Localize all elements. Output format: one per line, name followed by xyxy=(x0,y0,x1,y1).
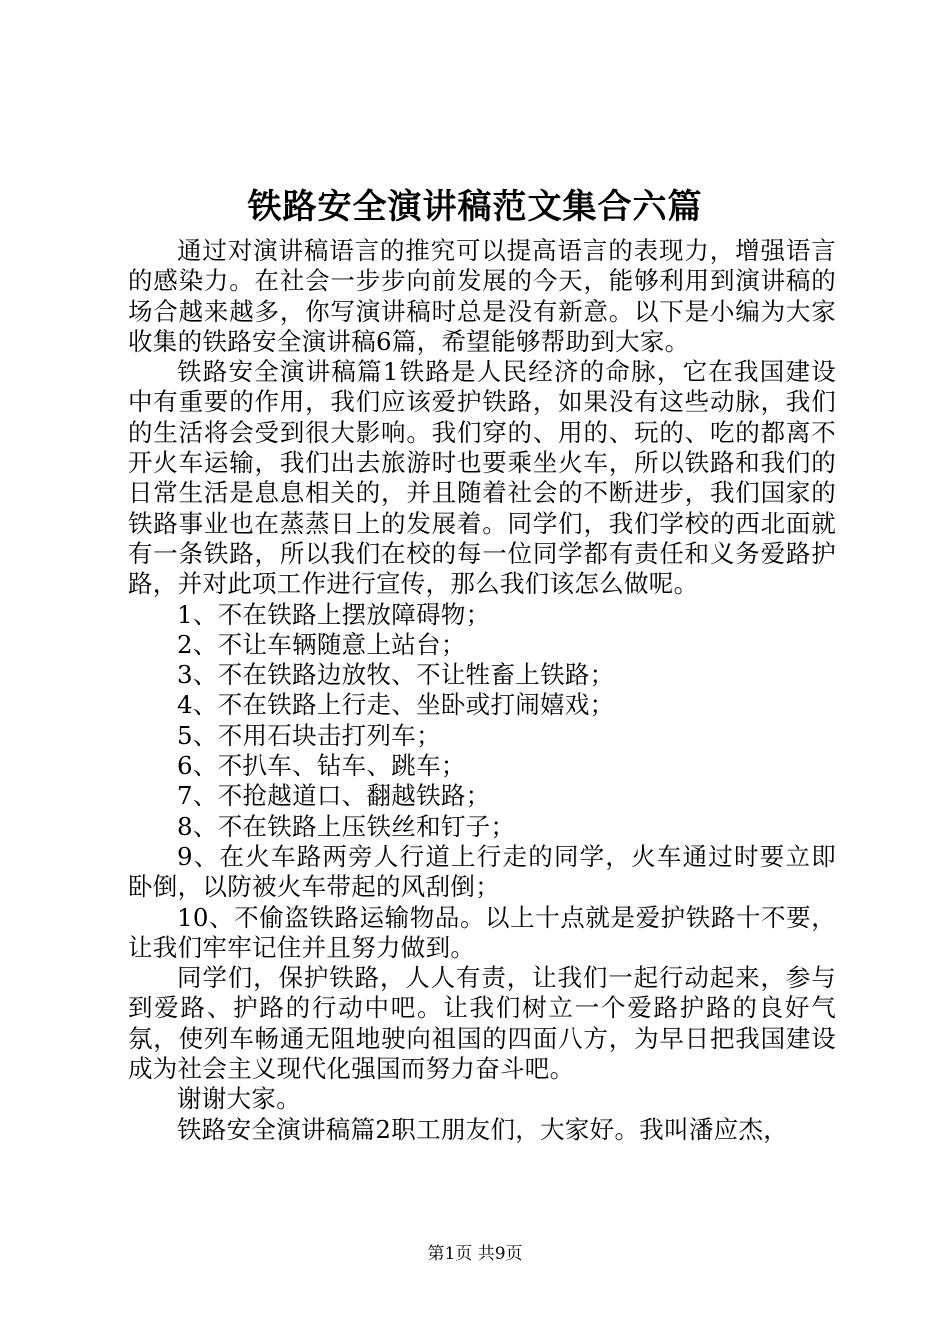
list-item-1: 1、不在铁路上摆放障碍物； xyxy=(177,599,491,629)
list-item-10: 10、不偷盗铁路运输物品。以上十点就是爱护铁路十不要，让我们牢牢记住并且努力做到。 xyxy=(128,902,836,962)
paragraph-intro: 通过对演讲稿语言的推究可以提高语言的表现力，增强语言的感染力。在社会一步步向前发展的今天，能够利用到演讲稿的场合越来越多，你写演讲稿时总是没有新意。以下是小编为大家收集的铁路安全演讲稿6篇，希望能够帮助到大家。 xyxy=(128,236,836,356)
paragraph-speech-2: 铁路安全演讲稿篇2职工朋友们，大家好。我叫潘应杰， xyxy=(177,1114,789,1144)
document-title: 铁路安全演讲稿范文集合六篇 xyxy=(247,187,703,227)
list-item-6: 6、不扒车、钻车、跳车； xyxy=(177,751,466,781)
page-footer: 第1页 共9页 xyxy=(427,1244,523,1264)
paragraph-thanks: 谢谢大家。 xyxy=(177,1084,301,1114)
list-item-8: 8、不在铁路上压铁丝和钉子； xyxy=(177,811,516,841)
list-item-7: 7、不抢越道口、翻越铁路； xyxy=(177,781,491,811)
document-body xyxy=(128,236,836,1145)
list-item-2: 2、不让车辆随意上站台； xyxy=(177,629,466,659)
list-item-3: 3、不在铁路边放牧、不让牲畜上铁路； xyxy=(177,660,615,690)
list-item-4: 4、不在铁路上行走、坐卧或打闹嬉戏； xyxy=(177,690,615,720)
list-item-5: 5、不用石块击打列车； xyxy=(177,720,441,750)
paragraph-call-to-action: 同学们，保护铁路，人人有责，让我们一起行动起来，参与到爱路、护路的行动中吧。让我们树立一个爱路护路的良好气氛，使列车畅通无阻地驶向祖国的四面八方，为早日把我国建设成为社会主义现代化强国而努力奋斗吧。 xyxy=(128,963,836,1084)
list-item-9: 9、在火车路两旁人行道上行走的同学，火车通过时要立即卧倒，以防被火车带起的风刮倒； xyxy=(128,841,836,902)
paragraph-speech-1: 铁路安全演讲稿篇1铁路是人民经济的命脉，它在我国建设中有重要的作用，我们应该爱护铁路，如果没有这些动脉，我们的生活将会受到很大影响。我们穿的、用的、玩的、吃的都离不开火车运输，我们出去旅游时也要乘坐火车，所以铁路和我们的日常生活是息息相关的，并且随着社会的不断进步，我们国家的铁路事业也在蒸蒸日上的发展着。同学们，我们学校的西北面就有一条铁路，所以我们在校的每一位同学都有责任和义务爱路护路，并对此项工作进行宣传，那么我们该怎么做呢。 xyxy=(128,357,836,599)
